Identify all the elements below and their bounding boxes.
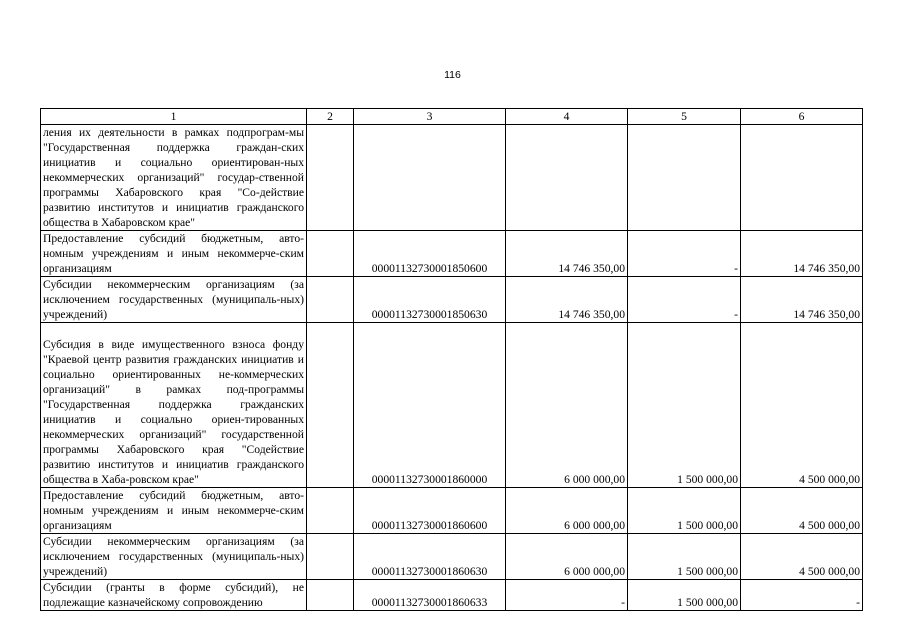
page-number: 116 [444,69,461,81]
row-code: 00001132730001860630 [354,534,506,580]
row-col6: - [741,580,863,611]
row-col4: 6 000 000,00 [506,323,628,488]
row-col5: 1 500 000,00 [628,323,741,488]
row-col5: 1 500 000,00 [628,534,741,580]
row-name: Субсидии (гранты в форме субсидий), не подлежащие казначейскому сопровождению [41,580,307,611]
table-row [41,488,863,534]
column-header-4: 4 [506,109,628,125]
row-name: Субсидии некоммерческим организациям (за исключением государственных (муниципаль-ных) учреждений) [41,277,307,323]
row-col4 [506,125,628,231]
table-row [41,580,863,611]
row-col6: 4 500 000,00 [741,534,863,580]
row-code: 00001132730001860600 [354,488,506,534]
row-code: 00001132730001850600 [354,231,506,277]
row-col2 [307,277,354,323]
row-code: 00001132730001860000 [354,323,506,488]
row-col4: - [506,580,628,611]
table-row [41,534,863,580]
header-row [41,109,863,125]
row-name: Субсидии некоммерческим организациям (за исключением государственных (муниципаль-ных) учреждений) [41,534,307,580]
row-name: ления их деятельности в рамках подпрограм-мы "Государственная поддержка граждан-ских инициатив и социально ориентирован-ных некоммерческих организаций" государ-ственной программы Хабаровского края "Со-действие развитию институтов и инициатив гражданского общества в Хабаровском крае" [41,125,307,231]
column-header-1: 1 [41,109,307,125]
table-row [41,231,863,277]
row-col4: 6 000 000,00 [506,488,628,534]
row-col5: 1 500 000,00 [628,580,741,611]
row-col2 [307,534,354,580]
row-code: 00001132730001850630 [354,277,506,323]
row-col2 [307,231,354,277]
row-col6 [741,125,863,231]
row-col2 [307,323,354,488]
row-name: Субсидия в виде имущественного взноса фонду "Краевой центр развития гражданских инициатив и социально ориентированных не-коммерческих организаций" в рамках под-программы "Государственная поддержка гражданских инициатив и социально ориен-тированных некоммерческих организаций" государственной программы Хабаровского края "Содействие развитию институтов и инициатив гражданского общества в Хаба-ровском крае" [41,323,307,488]
row-col4: 6 000 000,00 [506,534,628,580]
column-header-5: 5 [628,109,741,125]
row-col6: 4 500 000,00 [741,323,863,488]
row-name: Предоставление субсидий бюджетным, авто-номным учреждениям и иным некоммерче-ским организациям [41,231,307,277]
row-code: 00001132730001860633 [354,580,506,611]
budget-table [40,108,863,611]
table-row [41,277,863,323]
row-col6: 4 500 000,00 [741,488,863,534]
row-col2 [307,125,354,231]
row-col5: - [628,277,741,323]
column-header-3: 3 [354,109,506,125]
table-row [41,323,863,488]
row-col6: 14 746 350,00 [741,277,863,323]
row-col5 [628,125,741,231]
row-col2 [307,488,354,534]
row-col2 [307,580,354,611]
row-col5: 1 500 000,00 [628,488,741,534]
row-name: Предоставление субсидий бюджетным, авто-номным учреждениям и иным некоммерче-ским организациям [41,488,307,534]
row-code [354,125,506,231]
row-col6: 14 746 350,00 [741,231,863,277]
row-col5: - [628,231,741,277]
row-col4: 14 746 350,00 [506,277,628,323]
column-header-6: 6 [741,109,863,125]
table-row [41,125,863,231]
column-header-2: 2 [307,109,354,125]
row-col4: 14 746 350,00 [506,231,628,277]
